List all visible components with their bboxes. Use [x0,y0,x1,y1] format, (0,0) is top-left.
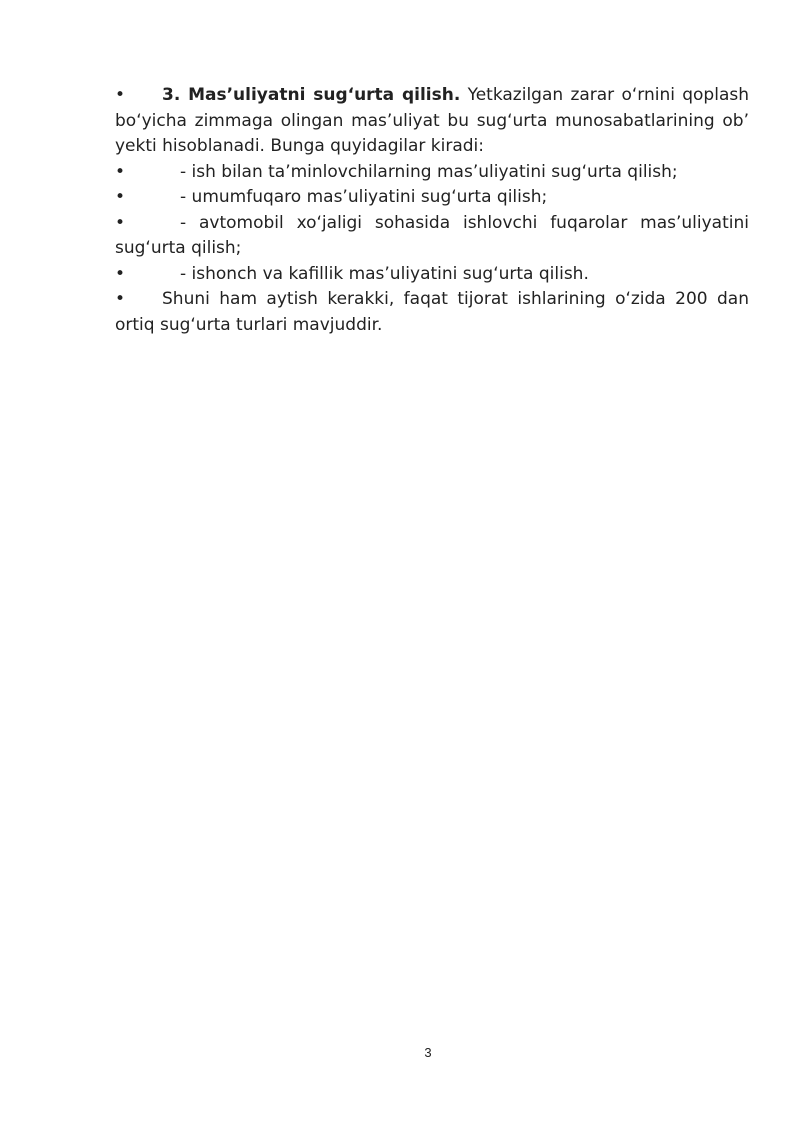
bullet-marker: • [115,85,126,105]
list-item [115,185,749,211]
document-body [115,83,749,338]
paragraph-text: Shuni ham aytish kerakki, faqat tijorat ishlarining o‘zida 200 dan ortiq sug‘urta turlari mavjuddir. [115,289,749,335]
list-item-text: - avtomobil xo‘jaligi sohasida ishlovchi fuqarolar mas’uliyatini sug‘urta qilish; [115,212,749,258]
list-item [115,262,749,288]
list-item-text: - ish bilan ta’minlovchilarning mas’uliyatini sug‘urta qilish; [180,161,678,182]
bullet-marker: • [115,161,126,182]
paragraph-liability-insurance [115,83,749,160]
list-item [115,211,749,262]
paragraph-text: Yetkazilgan zarar o‘rnini qoplash bo‘yicha zimmaga olingan mas’uliyat bu sug‘urta munosabatlarining ob’ yekti hisoblanadi. Bunga quyidagilar kiradi: [115,85,749,156]
bullet-marker: • [115,289,126,309]
bullet-marker: • [115,212,126,233]
section-heading: 3. Mas’uliyatni sug‘urta qilish. [162,85,461,105]
list-item-text: - umumfuqaro mas’uliyatini sug‘urta qilish; [180,187,548,207]
paragraph-conclusion [115,287,749,338]
bullet-marker: • [115,263,126,284]
list-item-text: - ishonch va kafillik mas’uliyatini sug‘urta qilish. [180,263,589,284]
bullet-marker: • [115,187,126,207]
page-number: 3 [424,1045,432,1060]
list-item [115,160,749,186]
